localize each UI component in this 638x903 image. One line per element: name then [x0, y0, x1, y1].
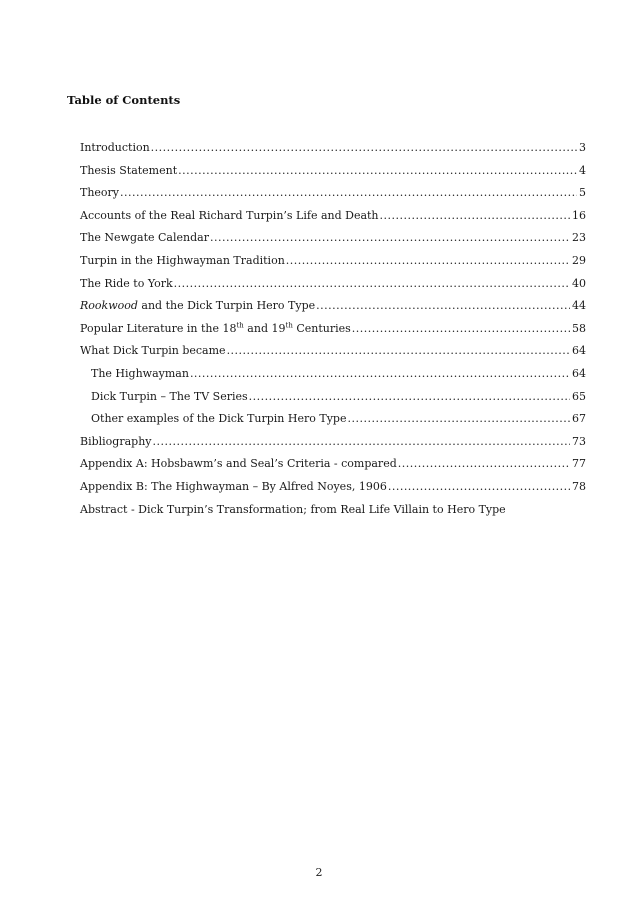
dot-leader [352, 322, 570, 336]
dot-leader [210, 231, 570, 245]
toc-entry-popular-literature[interactable] [80, 322, 586, 345]
toc-entry-title: Theory [80, 186, 120, 200]
toc-entry-page: 3 [579, 141, 586, 154]
toc-entry-page: 65 [572, 389, 586, 403]
toc-entry-page: 44 [572, 299, 586, 313]
toc-heading: Table of Contents [67, 93, 181, 107]
toc-entry-page: 40 [572, 276, 586, 290]
toc-entry-page: 73 [572, 434, 586, 448]
toc-entry-what-dick-turpin-became[interactable] [80, 344, 586, 367]
toc-entry-title-part: Popular Literature in the 18 [80, 321, 237, 335]
toc-entry-bibliography[interactable] [80, 435, 586, 458]
toc-entry-title: Appendix A: Hobsbawm’s and Seal’s Criteria - compared [80, 457, 397, 471]
toc-entry-title: Appendix B: The Highwayman – By Alfred Noyes, 1906 [80, 479, 387, 493]
toc-entry-title [80, 322, 351, 336]
dot-leader [120, 186, 577, 200]
dot-leader [347, 412, 570, 426]
toc-entry-accounts[interactable] [80, 209, 586, 232]
toc-entry-title-part: Centuries [292, 321, 351, 335]
toc-entry-title: The Ride to York [80, 276, 173, 290]
toc-entry-title-rest: and the Dick Turpin Hero Type [137, 299, 316, 313]
toc-entry-title: Introduction [80, 141, 150, 154]
toc-entry-title [80, 299, 315, 313]
toc-entry-page: 4 [579, 163, 586, 177]
toc-entry-page: 16 [572, 208, 586, 222]
toc-entry-title: Turpin in the Highwayman Tradition [80, 253, 285, 267]
toc-entry-thesis-statement[interactable] [80, 164, 586, 187]
toc-entry-title: What Dick Turpin became [80, 344, 226, 358]
toc-entry-abstract[interactable] [80, 503, 586, 526]
toc-subentry-other-examples[interactable] [80, 412, 586, 435]
dot-leader [286, 254, 570, 268]
toc-entry-title: Thesis Statement [80, 163, 178, 177]
toc-entry-title: Bibliography [80, 434, 152, 448]
toc-entry-title: Abstract - Dick Turpin’s Transformation; from Real Life Villain to Hero Type [80, 502, 506, 516]
dot-leader [178, 164, 577, 178]
toc-entry-superscript: th [285, 321, 293, 330]
dot-leader [227, 344, 570, 358]
toc-entry-title: The Newgate Calendar [80, 231, 209, 245]
toc-entry-page: 77 [572, 457, 586, 471]
dot-leader [388, 480, 570, 494]
toc-entry-page: 29 [572, 253, 586, 267]
toc-entry-page: 64 [572, 344, 586, 358]
toc-entry-title: Accounts of the Real Richard Turpin’s Life and Death [80, 208, 379, 222]
toc-entry-page: 23 [572, 231, 586, 245]
dot-leader [174, 277, 570, 291]
dot-leader [153, 435, 571, 449]
toc-entry-appendix-a[interactable] [80, 457, 586, 480]
toc-entry-newgate-calendar[interactable] [80, 231, 586, 254]
toc-subentry-tv-series[interactable] [80, 390, 586, 413]
toc-entry-theory[interactable] [80, 186, 586, 209]
toc-entry-rookwood[interactable] [80, 299, 586, 322]
toc-entry-page: 58 [572, 321, 586, 335]
toc-entry-highwayman-tradition[interactable] [80, 254, 586, 277]
toc-entry-title: Dick Turpin – The TV Series [91, 389, 248, 403]
toc-entry-page: 5 [579, 186, 586, 200]
toc-entry-page: 64 [572, 366, 586, 380]
table-of-contents [80, 141, 586, 525]
toc-entry-superscript: th [236, 321, 244, 330]
dot-leader [249, 390, 570, 404]
page-number: 2 [315, 866, 323, 879]
dot-leader [380, 209, 570, 223]
toc-entry-appendix-b[interactable] [80, 480, 586, 503]
toc-entry-page: 67 [572, 412, 586, 426]
toc-entry-page: 78 [572, 479, 586, 493]
toc-entry-title-part: and 19 [243, 321, 286, 335]
toc-entry-introduction[interactable] [80, 141, 586, 164]
dot-leader [151, 141, 577, 155]
toc-entry-title: Other examples of the Dick Turpin Hero Type [91, 412, 347, 426]
toc-entry-title: The Highwayman [91, 366, 189, 380]
dot-leader [190, 367, 570, 381]
dot-leader [316, 299, 570, 313]
toc-entry-title-italic: Rookwood [80, 299, 138, 313]
dot-leader [398, 457, 570, 471]
toc-subentry-the-highwayman[interactable] [80, 367, 586, 390]
toc-entry-ride-to-york[interactable] [80, 277, 586, 300]
